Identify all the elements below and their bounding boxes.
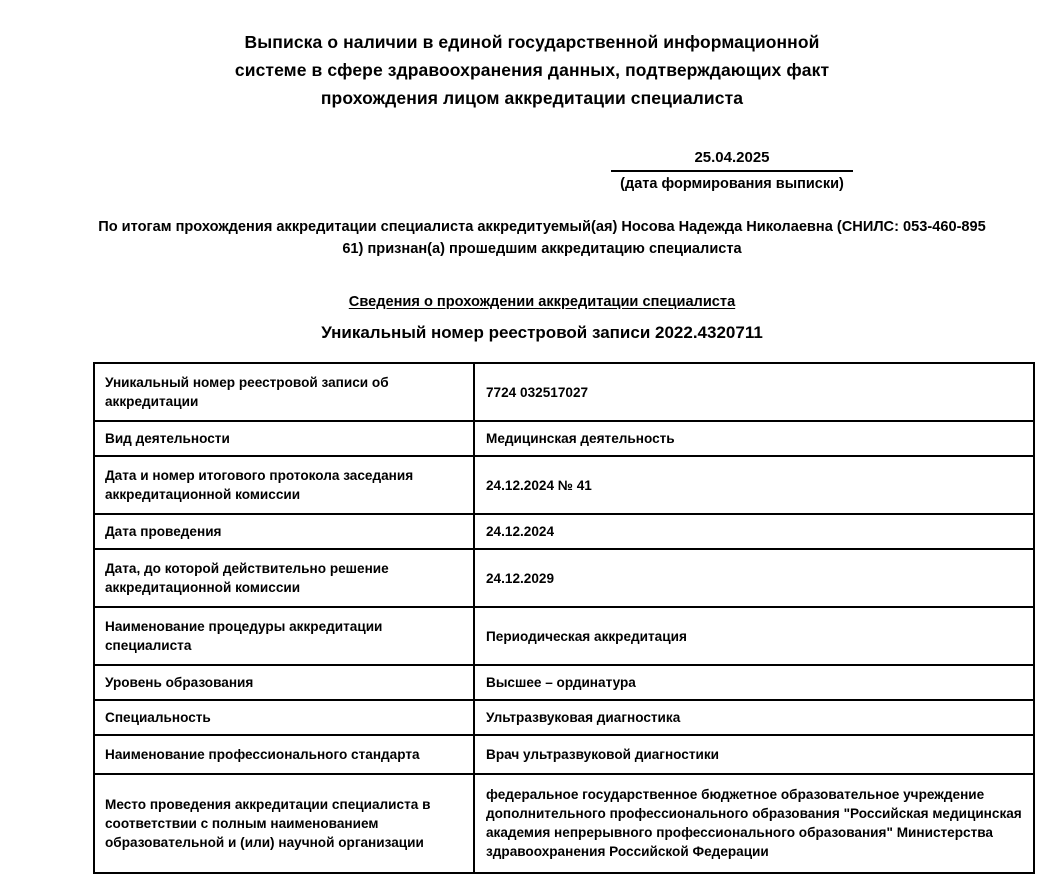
row-value: 24.12.2024 № 41 [474, 456, 1034, 514]
table-row [94, 700, 1034, 735]
accreditation-statement: По итогам прохождения аккредитации специалиста аккредитуемый(ая) Носова Надежда Николаевна (СНИЛС: 053-460-895 61) признан(а) прошедшим аккредитацию специалиста [98, 219, 986, 257]
row-value: Периодическая аккредитация [474, 607, 1034, 665]
section-heading [92, 292, 992, 312]
row-value: Медицинская деятельность [474, 421, 1034, 456]
row-value: Врач ультразвуковой диагностики [474, 735, 1034, 774]
accreditation-details-table [93, 362, 1035, 874]
row-label: Дата, до которой действительно решение аккредитационной комиссии [94, 549, 474, 607]
table-row [94, 607, 1034, 665]
table-row [94, 421, 1034, 456]
table-row [94, 363, 1034, 421]
table-row [94, 549, 1034, 607]
table-row [94, 735, 1034, 774]
accreditation-details-body [94, 363, 1034, 873]
row-label: Дата и номер итогового протокола заседания аккредитационной комиссии [94, 456, 474, 514]
issue-date-block [611, 148, 853, 194]
row-value: 24.12.2029 [474, 549, 1034, 607]
row-label: Уровень образования [94, 665, 474, 700]
document-title [132, 28, 932, 112]
issue-date-value: 25.04.2025 [694, 149, 770, 166]
row-label: Уникальный номер реестровой записи об аккредитации [94, 363, 474, 421]
row-label: Вид деятельности [94, 421, 474, 456]
row-value: Ультразвуковая диагностика [474, 700, 1034, 735]
table-row [94, 514, 1034, 549]
table-row [94, 665, 1034, 700]
registry-number-heading: Уникальный номер реестровой записи 2022.4320711 [321, 323, 763, 342]
row-label: Наименование процедуры аккредитации специалиста [94, 607, 474, 665]
row-value: Высшее – ординатура [474, 665, 1034, 700]
row-value: федеральное государственное бюджетное образовательное учреждение дополнительного профессионального образования "Российская медицинская академия непрерывного профессионального образования" Министерства здравоохранения Российской Федерации [474, 774, 1034, 873]
row-label: Место проведения аккредитации специалиста в соответствии с полным наименованием образовательной и (или) научной организации [94, 774, 474, 873]
document-title-line-1: Выписка о наличии в единой государственной информационной [244, 32, 820, 52]
row-label: Специальность [94, 700, 474, 735]
row-label: Наименование профессионального стандарта [94, 735, 474, 774]
row-value: 7724 032517027 [474, 363, 1034, 421]
row-label: Дата проведения [94, 514, 474, 549]
document-title-line-3: прохождения лицом аккредитации специалиста [320, 88, 744, 108]
document-title-line-2: системе в сфере здравоохранения данных, подтверждающих факт [234, 60, 830, 80]
issue-date-caption: (дата формирования выписки) [620, 176, 844, 192]
table-row [94, 774, 1034, 873]
section-heading-text: Сведения о прохождении аккредитации специалиста [348, 294, 736, 310]
row-value: 24.12.2024 [474, 514, 1034, 549]
table-row [94, 456, 1034, 514]
